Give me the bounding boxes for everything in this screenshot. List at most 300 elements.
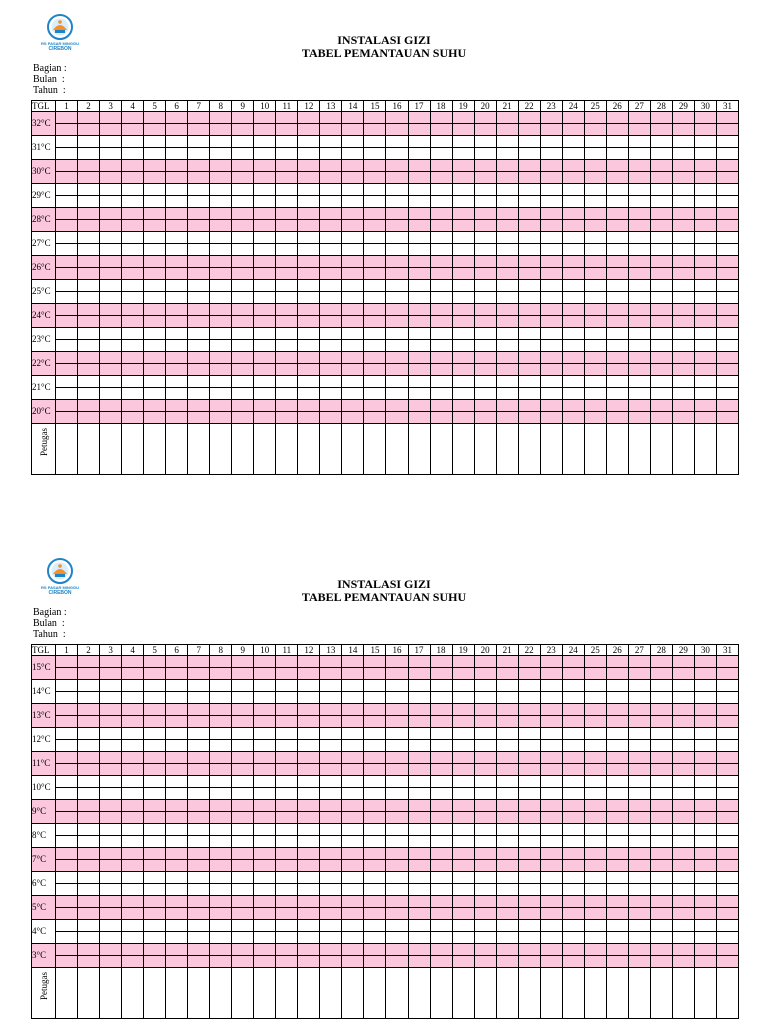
temperature-cell[interactable] — [276, 268, 298, 280]
temperature-cell[interactable] — [540, 172, 562, 184]
temperature-cell[interactable] — [496, 220, 518, 232]
temperature-cell[interactable] — [144, 328, 166, 340]
temperature-cell[interactable] — [430, 896, 452, 908]
temperature-cell[interactable] — [716, 136, 738, 148]
temperature-cell[interactable] — [584, 692, 606, 704]
temperature-cell[interactable] — [276, 908, 298, 920]
temperature-cell[interactable] — [540, 728, 562, 740]
temperature-cell[interactable] — [430, 716, 452, 728]
temperature-cell[interactable] — [518, 244, 540, 256]
temperature-cell[interactable] — [496, 160, 518, 172]
temperature-cell[interactable] — [672, 956, 694, 968]
temperature-cell[interactable] — [254, 848, 276, 860]
temperature-cell[interactable] — [210, 364, 232, 376]
temperature-cell[interactable] — [518, 232, 540, 244]
temperature-cell[interactable] — [716, 184, 738, 196]
temperature-cell[interactable] — [56, 836, 78, 848]
temperature-cell[interactable] — [254, 944, 276, 956]
temperature-cell[interactable] — [628, 280, 650, 292]
temperature-cell[interactable] — [474, 124, 496, 136]
temperature-cell[interactable] — [650, 232, 672, 244]
temperature-cell[interactable] — [650, 656, 672, 668]
temperature-cell[interactable] — [562, 136, 584, 148]
temperature-cell[interactable] — [122, 740, 144, 752]
temperature-cell[interactable] — [254, 704, 276, 716]
temperature-cell[interactable] — [628, 788, 650, 800]
temperature-cell[interactable] — [298, 788, 320, 800]
temperature-cell[interactable] — [254, 656, 276, 668]
temperature-cell[interactable] — [628, 740, 650, 752]
temperature-cell[interactable] — [408, 656, 430, 668]
temperature-cell[interactable] — [672, 364, 694, 376]
temperature-cell[interactable] — [210, 172, 232, 184]
temperature-cell[interactable] — [56, 680, 78, 692]
temperature-cell[interactable] — [540, 752, 562, 764]
temperature-cell[interactable] — [606, 812, 628, 824]
temperature-cell[interactable] — [144, 692, 166, 704]
temperature-cell[interactable] — [188, 124, 210, 136]
temperature-cell[interactable] — [122, 196, 144, 208]
temperature-cell[interactable] — [276, 364, 298, 376]
temperature-cell[interactable] — [650, 728, 672, 740]
temperature-cell[interactable] — [518, 824, 540, 836]
temperature-cell[interactable] — [210, 704, 232, 716]
temperature-cell[interactable] — [496, 836, 518, 848]
temperature-cell[interactable] — [364, 304, 386, 316]
temperature-cell[interactable] — [188, 244, 210, 256]
temperature-cell[interactable] — [254, 836, 276, 848]
temperature-cell[interactable] — [584, 340, 606, 352]
temperature-cell[interactable] — [408, 256, 430, 268]
temperature-cell[interactable] — [78, 316, 100, 328]
temperature-cell[interactable] — [342, 208, 364, 220]
temperature-cell[interactable] — [320, 220, 342, 232]
temperature-cell[interactable] — [584, 680, 606, 692]
temperature-cell[interactable] — [364, 812, 386, 824]
temperature-cell[interactable] — [650, 956, 672, 968]
temperature-cell[interactable] — [584, 352, 606, 364]
temperature-cell[interactable] — [276, 220, 298, 232]
temperature-cell[interactable] — [606, 388, 628, 400]
temperature-cell[interactable] — [78, 364, 100, 376]
temperature-cell[interactable] — [716, 376, 738, 388]
temperature-cell[interactable] — [56, 316, 78, 328]
temperature-cell[interactable] — [606, 848, 628, 860]
temperature-cell[interactable] — [452, 232, 474, 244]
temperature-cell[interactable] — [628, 716, 650, 728]
temperature-cell[interactable] — [628, 112, 650, 124]
temperature-cell[interactable] — [672, 692, 694, 704]
temperature-cell[interactable] — [716, 196, 738, 208]
temperature-cell[interactable] — [122, 328, 144, 340]
petugas-signature-cell[interactable] — [408, 424, 430, 475]
temperature-cell[interactable] — [474, 764, 496, 776]
temperature-cell[interactable] — [342, 788, 364, 800]
temperature-cell[interactable] — [100, 692, 122, 704]
temperature-cell[interactable] — [628, 196, 650, 208]
temperature-cell[interactable] — [78, 112, 100, 124]
temperature-cell[interactable] — [100, 280, 122, 292]
temperature-cell[interactable] — [628, 692, 650, 704]
temperature-cell[interactable] — [364, 352, 386, 364]
temperature-cell[interactable] — [474, 316, 496, 328]
temperature-cell[interactable] — [342, 112, 364, 124]
temperature-cell[interactable] — [342, 196, 364, 208]
temperature-cell[interactable] — [100, 256, 122, 268]
temperature-cell[interactable] — [298, 716, 320, 728]
temperature-cell[interactable] — [716, 872, 738, 884]
petugas-signature-cell[interactable] — [518, 968, 540, 1019]
temperature-cell[interactable] — [452, 316, 474, 328]
temperature-cell[interactable] — [408, 788, 430, 800]
temperature-cell[interactable] — [320, 352, 342, 364]
temperature-cell[interactable] — [298, 668, 320, 680]
temperature-cell[interactable] — [430, 860, 452, 872]
temperature-cell[interactable] — [78, 388, 100, 400]
temperature-cell[interactable] — [232, 160, 254, 172]
temperature-cell[interactable] — [78, 208, 100, 220]
temperature-cell[interactable] — [122, 836, 144, 848]
temperature-cell[interactable] — [188, 896, 210, 908]
temperature-cell[interactable] — [100, 196, 122, 208]
temperature-cell[interactable] — [628, 388, 650, 400]
temperature-cell[interactable] — [474, 400, 496, 412]
temperature-cell[interactable] — [276, 292, 298, 304]
temperature-cell[interactable] — [122, 244, 144, 256]
temperature-cell[interactable] — [584, 920, 606, 932]
temperature-cell[interactable] — [232, 352, 254, 364]
temperature-cell[interactable] — [364, 764, 386, 776]
temperature-cell[interactable] — [386, 316, 408, 328]
temperature-cell[interactable] — [606, 788, 628, 800]
temperature-cell[interactable] — [232, 136, 254, 148]
temperature-cell[interactable] — [452, 352, 474, 364]
temperature-cell[interactable] — [628, 860, 650, 872]
temperature-cell[interactable] — [694, 184, 716, 196]
temperature-cell[interactable] — [386, 704, 408, 716]
temperature-cell[interactable] — [386, 860, 408, 872]
temperature-cell[interactable] — [342, 400, 364, 412]
temperature-cell[interactable] — [166, 244, 188, 256]
temperature-cell[interactable] — [254, 112, 276, 124]
temperature-cell[interactable] — [672, 740, 694, 752]
temperature-cell[interactable] — [166, 860, 188, 872]
temperature-cell[interactable] — [320, 668, 342, 680]
temperature-cell[interactable] — [78, 812, 100, 824]
temperature-cell[interactable] — [144, 812, 166, 824]
temperature-cell[interactable] — [628, 364, 650, 376]
temperature-cell[interactable] — [210, 860, 232, 872]
temperature-cell[interactable] — [342, 148, 364, 160]
temperature-cell[interactable] — [606, 872, 628, 884]
temperature-cell[interactable] — [518, 656, 540, 668]
temperature-cell[interactable] — [210, 764, 232, 776]
temperature-cell[interactable] — [606, 328, 628, 340]
temperature-cell[interactable] — [144, 728, 166, 740]
temperature-cell[interactable] — [100, 136, 122, 148]
temperature-cell[interactable] — [606, 680, 628, 692]
temperature-cell[interactable] — [650, 692, 672, 704]
temperature-cell[interactable] — [342, 244, 364, 256]
temperature-cell[interactable] — [78, 280, 100, 292]
temperature-cell[interactable] — [188, 908, 210, 920]
temperature-cell[interactable] — [276, 704, 298, 716]
temperature-cell[interactable] — [628, 944, 650, 956]
temperature-cell[interactable] — [56, 304, 78, 316]
temperature-cell[interactable] — [386, 848, 408, 860]
temperature-cell[interactable] — [78, 920, 100, 932]
temperature-cell[interactable] — [254, 896, 276, 908]
temperature-cell[interactable] — [342, 836, 364, 848]
temperature-cell[interactable] — [144, 232, 166, 244]
temperature-cell[interactable] — [650, 376, 672, 388]
temperature-cell[interactable] — [606, 256, 628, 268]
temperature-cell[interactable] — [166, 656, 188, 668]
temperature-cell[interactable] — [276, 160, 298, 172]
temperature-cell[interactable] — [408, 956, 430, 968]
temperature-cell[interactable] — [298, 316, 320, 328]
temperature-cell[interactable] — [342, 304, 364, 316]
temperature-cell[interactable] — [276, 232, 298, 244]
temperature-cell[interactable] — [584, 848, 606, 860]
temperature-cell[interactable] — [210, 220, 232, 232]
temperature-cell[interactable] — [496, 776, 518, 788]
temperature-cell[interactable] — [452, 740, 474, 752]
temperature-cell[interactable] — [474, 232, 496, 244]
temperature-cell[interactable] — [430, 692, 452, 704]
temperature-cell[interactable] — [188, 788, 210, 800]
petugas-signature-cell[interactable] — [672, 424, 694, 475]
temperature-cell[interactable] — [628, 244, 650, 256]
temperature-cell[interactable] — [474, 704, 496, 716]
temperature-cell[interactable] — [144, 124, 166, 136]
temperature-cell[interactable] — [584, 280, 606, 292]
temperature-cell[interactable] — [452, 220, 474, 232]
temperature-cell[interactable] — [210, 208, 232, 220]
temperature-cell[interactable] — [540, 692, 562, 704]
temperature-cell[interactable] — [518, 316, 540, 328]
temperature-cell[interactable] — [562, 280, 584, 292]
temperature-cell[interactable] — [540, 740, 562, 752]
temperature-cell[interactable] — [540, 704, 562, 716]
temperature-cell[interactable] — [496, 148, 518, 160]
temperature-cell[interactable] — [298, 740, 320, 752]
temperature-cell[interactable] — [562, 340, 584, 352]
temperature-cell[interactable] — [518, 136, 540, 148]
temperature-cell[interactable] — [430, 376, 452, 388]
temperature-cell[interactable] — [430, 340, 452, 352]
temperature-cell[interactable] — [188, 668, 210, 680]
temperature-cell[interactable] — [188, 920, 210, 932]
temperature-cell[interactable] — [518, 896, 540, 908]
temperature-cell[interactable] — [166, 872, 188, 884]
temperature-cell[interactable] — [144, 160, 166, 172]
temperature-cell[interactable] — [342, 764, 364, 776]
petugas-signature-cell[interactable] — [452, 968, 474, 1019]
temperature-cell[interactable] — [232, 328, 254, 340]
temperature-cell[interactable] — [254, 220, 276, 232]
temperature-cell[interactable] — [694, 292, 716, 304]
temperature-cell[interactable] — [100, 752, 122, 764]
temperature-cell[interactable] — [386, 196, 408, 208]
petugas-signature-cell[interactable] — [452, 424, 474, 475]
temperature-cell[interactable] — [78, 184, 100, 196]
temperature-cell[interactable] — [298, 328, 320, 340]
temperature-cell[interactable] — [694, 412, 716, 424]
temperature-cell[interactable] — [254, 268, 276, 280]
temperature-cell[interactable] — [320, 692, 342, 704]
temperature-cell[interactable] — [672, 752, 694, 764]
temperature-cell[interactable] — [364, 656, 386, 668]
temperature-cell[interactable] — [694, 124, 716, 136]
temperature-cell[interactable] — [716, 692, 738, 704]
temperature-cell[interactable] — [386, 836, 408, 848]
temperature-cell[interactable] — [606, 752, 628, 764]
temperature-cell[interactable] — [56, 908, 78, 920]
temperature-cell[interactable] — [386, 160, 408, 172]
temperature-cell[interactable] — [562, 668, 584, 680]
temperature-cell[interactable] — [628, 656, 650, 668]
temperature-cell[interactable] — [430, 812, 452, 824]
temperature-cell[interactable] — [672, 316, 694, 328]
temperature-cell[interactable] — [628, 920, 650, 932]
temperature-cell[interactable] — [144, 704, 166, 716]
temperature-cell[interactable] — [364, 172, 386, 184]
temperature-cell[interactable] — [78, 824, 100, 836]
temperature-cell[interactable] — [320, 292, 342, 304]
temperature-cell[interactable] — [694, 304, 716, 316]
temperature-cell[interactable] — [276, 172, 298, 184]
temperature-cell[interactable] — [496, 716, 518, 728]
temperature-cell[interactable] — [56, 352, 78, 364]
temperature-cell[interactable] — [78, 752, 100, 764]
temperature-cell[interactable] — [144, 184, 166, 196]
temperature-cell[interactable] — [144, 872, 166, 884]
temperature-cell[interactable] — [628, 412, 650, 424]
temperature-cell[interactable] — [78, 872, 100, 884]
temperature-cell[interactable] — [672, 160, 694, 172]
temperature-cell[interactable] — [276, 196, 298, 208]
temperature-cell[interactable] — [496, 680, 518, 692]
temperature-cell[interactable] — [276, 184, 298, 196]
temperature-cell[interactable] — [122, 860, 144, 872]
temperature-cell[interactable] — [254, 352, 276, 364]
temperature-cell[interactable] — [716, 896, 738, 908]
temperature-cell[interactable] — [628, 680, 650, 692]
temperature-cell[interactable] — [518, 752, 540, 764]
temperature-cell[interactable] — [166, 112, 188, 124]
temperature-cell[interactable] — [430, 268, 452, 280]
temperature-cell[interactable] — [298, 920, 320, 932]
temperature-cell[interactable] — [452, 920, 474, 932]
temperature-cell[interactable] — [562, 400, 584, 412]
temperature-cell[interactable] — [540, 136, 562, 148]
temperature-cell[interactable] — [166, 884, 188, 896]
temperature-cell[interactable] — [430, 232, 452, 244]
temperature-cell[interactable] — [584, 328, 606, 340]
temperature-cell[interactable] — [364, 776, 386, 788]
temperature-cell[interactable] — [386, 352, 408, 364]
temperature-cell[interactable] — [144, 304, 166, 316]
temperature-cell[interactable] — [232, 956, 254, 968]
temperature-cell[interactable] — [144, 860, 166, 872]
temperature-cell[interactable] — [496, 256, 518, 268]
temperature-cell[interactable] — [342, 728, 364, 740]
temperature-cell[interactable] — [452, 124, 474, 136]
temperature-cell[interactable] — [386, 340, 408, 352]
temperature-cell[interactable] — [584, 292, 606, 304]
temperature-cell[interactable] — [540, 148, 562, 160]
temperature-cell[interactable] — [584, 244, 606, 256]
temperature-cell[interactable] — [364, 244, 386, 256]
temperature-cell[interactable] — [210, 692, 232, 704]
temperature-cell[interactable] — [254, 340, 276, 352]
temperature-cell[interactable] — [452, 848, 474, 860]
temperature-cell[interactable] — [540, 124, 562, 136]
temperature-cell[interactable] — [210, 328, 232, 340]
temperature-cell[interactable] — [100, 704, 122, 716]
temperature-cell[interactable] — [276, 376, 298, 388]
temperature-cell[interactable] — [584, 728, 606, 740]
temperature-cell[interactable] — [122, 704, 144, 716]
temperature-cell[interactable] — [342, 680, 364, 692]
temperature-cell[interactable] — [78, 148, 100, 160]
temperature-cell[interactable] — [474, 196, 496, 208]
temperature-cell[interactable] — [408, 400, 430, 412]
temperature-cell[interactable] — [364, 388, 386, 400]
temperature-cell[interactable] — [452, 812, 474, 824]
temperature-cell[interactable] — [672, 280, 694, 292]
temperature-cell[interactable] — [166, 944, 188, 956]
temperature-cell[interactable] — [320, 196, 342, 208]
temperature-cell[interactable] — [672, 824, 694, 836]
temperature-cell[interactable] — [694, 692, 716, 704]
temperature-cell[interactable] — [188, 376, 210, 388]
temperature-cell[interactable] — [144, 256, 166, 268]
temperature-cell[interactable] — [408, 836, 430, 848]
temperature-cell[interactable] — [100, 956, 122, 968]
temperature-cell[interactable] — [100, 776, 122, 788]
temperature-cell[interactable] — [342, 124, 364, 136]
temperature-cell[interactable] — [210, 884, 232, 896]
temperature-cell[interactable] — [188, 740, 210, 752]
temperature-cell[interactable] — [452, 388, 474, 400]
temperature-cell[interactable] — [430, 148, 452, 160]
temperature-cell[interactable] — [694, 112, 716, 124]
temperature-cell[interactable] — [474, 208, 496, 220]
temperature-cell[interactable] — [452, 148, 474, 160]
temperature-cell[interactable] — [452, 776, 474, 788]
temperature-cell[interactable] — [276, 752, 298, 764]
temperature-cell[interactable] — [298, 112, 320, 124]
temperature-cell[interactable] — [364, 680, 386, 692]
temperature-cell[interactable] — [716, 800, 738, 812]
temperature-cell[interactable] — [518, 220, 540, 232]
temperature-cell[interactable] — [320, 112, 342, 124]
temperature-cell[interactable] — [342, 340, 364, 352]
temperature-cell[interactable] — [606, 728, 628, 740]
temperature-cell[interactable] — [100, 740, 122, 752]
temperature-cell[interactable] — [232, 944, 254, 956]
temperature-cell[interactable] — [78, 776, 100, 788]
temperature-cell[interactable] — [474, 412, 496, 424]
temperature-cell[interactable] — [562, 352, 584, 364]
temperature-cell[interactable] — [276, 352, 298, 364]
temperature-cell[interactable] — [694, 884, 716, 896]
temperature-cell[interactable] — [232, 376, 254, 388]
temperature-cell[interactable] — [320, 884, 342, 896]
temperature-cell[interactable] — [408, 232, 430, 244]
